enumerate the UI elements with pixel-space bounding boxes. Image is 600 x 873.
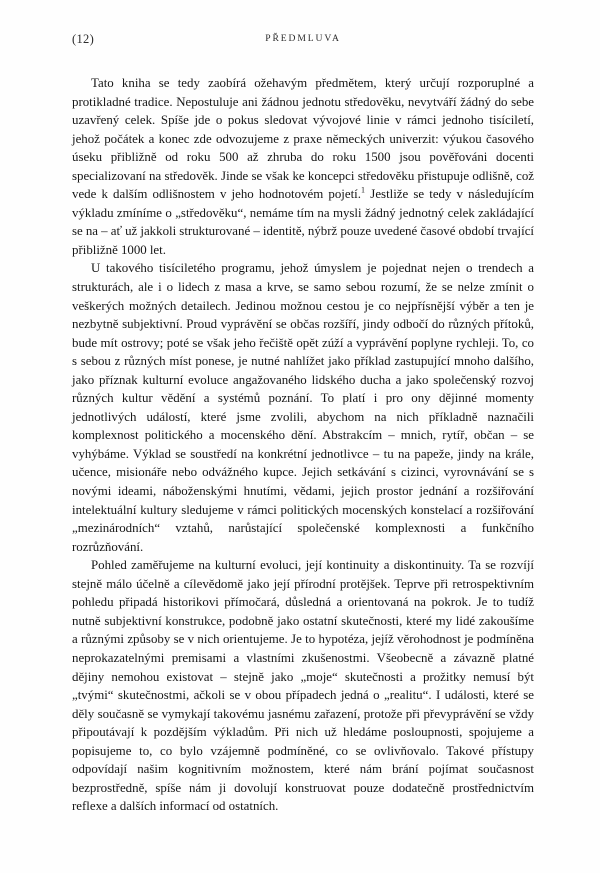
body-text-block: [72, 74, 534, 816]
footnote-marker[interactable]: 1: [360, 185, 366, 195]
paragraph-1-text-after-marker: Jestliže se tedy v následujícím výkladu zmíníme o „středověku“, nemáme tím na mysli žádný jednotný celek zakládající se na – ať už jakkoli strukturované – identitě, nýbrž pouze uvedené časové období trvající přibližně 1000 let.: [72, 187, 534, 257]
page-folio: (12): [72, 32, 95, 46]
paragraph-1: [72, 74, 534, 259]
running-head: [72, 32, 534, 52]
running-title: PŘEDMLUVA: [265, 33, 341, 44]
paragraph-2: U takového tisíciletého programu, jehož úmyslem je pojednat nejen o trendech a strukturách, ale i o lidech z masa a krve, se samo sebou rozumí, že se nelze zmínit o veškerých možných detailech. Jedinou možnou cestou je co nejpřísnější výběr a ten je nezbytně subjektivní. Proud vyprávění se občas rozšíří, jindy odbočí do různých přítoků, bude mít ostrovy; poté se však jeho řečiště opět zúží a vyprávění poplyne rychleji. To, co s sebou z různých míst ponese, je nutné nahlížet jako příklad zastupující mnoho dalšího, jako příznak kulturní evoluce angažovaného lidského ducha a jako společenský rozvoj různých kultur vědění a systémů poznání. To platí i pro ony dějinné momenty jednotlivých událostí, které jsme zvolili, abychom na nich příkladně naznačili komplexnost politického a mocenského dění. Abstrakcím – mnich, rytíř, občan – se vyhýbáme. Výklad se soustředí na konkrétní jednotlivce – tu na papeže, jindy na krále, učence, misionáře nebo odvážného kupce. Jejich setkávání s cizinci, vyrovnávání se s novými ideami, náboženskými hnutími, vědami, jejich prostor jednání a rozšiřování intelektuální kultury sledujeme v rámci politických mocenských konstelací a rozšiřování „mezinárodních“ vztahů, narůstající společenské komplexnosti a funkčního rozrůzňování.: [72, 261, 534, 554]
paragraph-3: Pohled zaměřujeme na kulturní evoluci, její kontinuity a diskontinuity. Ta se rozvíjí stejně málo účelně a cílevědomě jako její přírodní protějšek. Teprve při retrospektivním pohledu připadá historikovi přímočará, důsledná a orientovaná na pokrok. Je to tudíž nutně subjektivní konstrukce, podobně jako ostatní skutečnosti, které my lidé zakoušíme a různými způsoby se v nich orientujeme. Je to hypotéza, jejíž věrohodnost je podmíněna neprokazatelnými premisami a vlastními zkušenostmi. Všeobecně a závazně platné dějiny nemohou existovat – stejně jako „moje“ skutečnosti a prožitky nemusí být „tvými“ skutečnostmi, ačkoli se v obou případech jedná o „realitu“. I události, které se děly současně se vymykají takovému jasnému zařazení, protože při převyprávění se vždy připoutávají k pozdějším výkladům. Při nich už hledáme posloupnosti, spojujeme a popisujeme to, co bylo vzájemně podmíněné, co se ovlivňovalo. Takové přístupy odpovídají našim kognitivním možnostem, které nám brání pojímat současnost bezprostředně, spíše nám ji dovolují konstruovat pouze dodatečně prostřednictvím reflexe a dalších informací od ostatních.: [72, 558, 534, 814]
paragraph-1-text: Tato kniha se tedy zaobírá ožehavým předmětem, který určují rozporuplné a protikladné tradice. Nepostuluje ani žádnou jednotu středověku, nevytváří žádný do sebe uzavřený celek. Spíše jde o pokus sledovat vývojové linie v rámci jednoho tisíciletí, jehož počátek a konec zde odvozujeme z praxe německých univerzit: výukou časového úseku přibližně od roku 500 až zhruba do roku 1500 jsou pověřováni docenti specializovaní na středověk. Jinde se však ke koncepci středověku přistupuje odlišně, což vede k dalším odlišnostem v jeho hodnotovém pojetí.: [72, 76, 534, 202]
